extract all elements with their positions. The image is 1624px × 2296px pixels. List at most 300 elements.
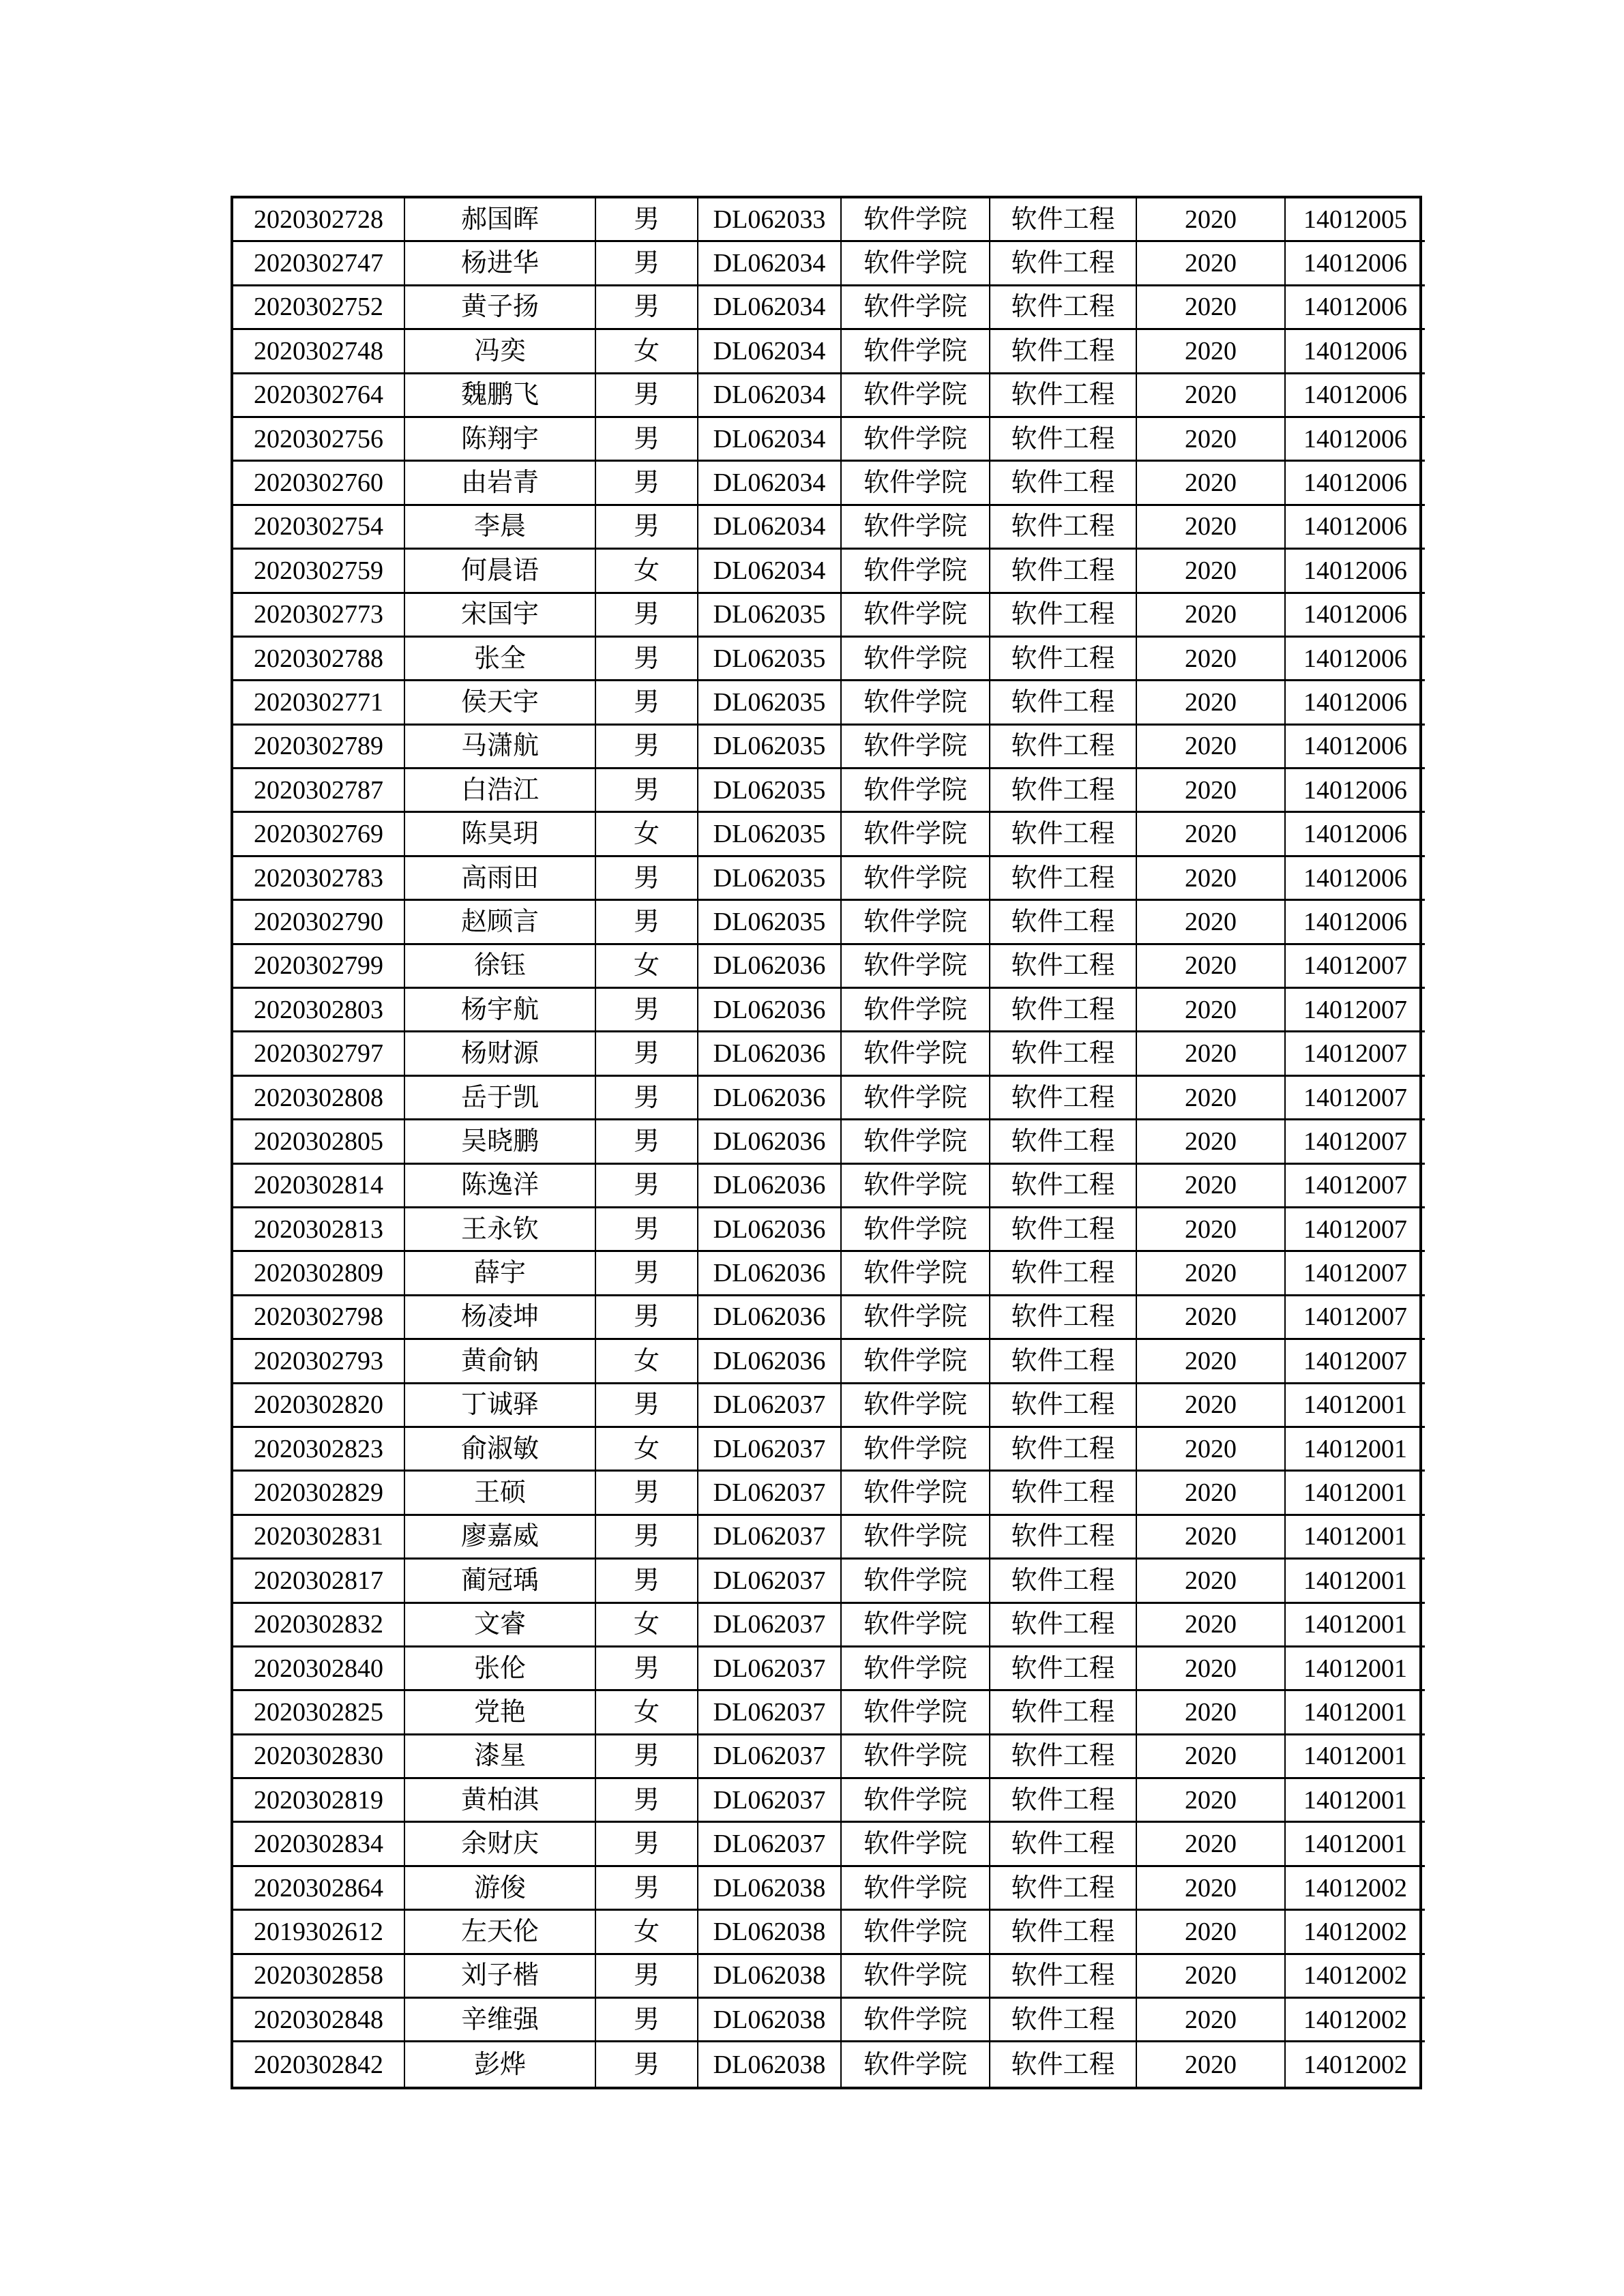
cell-major: 软件工程	[990, 1604, 1137, 1648]
cell-gender: 男	[596, 1296, 698, 1340]
cell-name: 高雨田	[405, 857, 596, 901]
cell-class-number: 14012006	[1286, 813, 1425, 856]
cell-year: 2020	[1137, 945, 1286, 989]
cell-year: 2020	[1137, 1384, 1286, 1428]
cell-year: 2020	[1137, 1428, 1286, 1472]
cell-year: 2020	[1137, 1823, 1286, 1866]
cell-gender: 男	[596, 726, 698, 769]
cell-college: 软件学院	[842, 506, 990, 550]
cell-class-code: DL062037	[698, 1384, 842, 1428]
cell-name: 陈翔宇	[405, 418, 596, 462]
cell-gender: 女	[596, 1340, 698, 1384]
cell-year: 2020	[1137, 901, 1286, 944]
cell-year: 2020	[1137, 198, 1286, 242]
cell-student-id: 2020302798	[233, 1296, 405, 1340]
cell-college: 软件学院	[842, 1428, 990, 1472]
cell-student-id: 2020302808	[233, 1077, 405, 1120]
cell-class-code: DL062037	[698, 1604, 842, 1648]
cell-college: 软件学院	[842, 1648, 990, 1691]
student-roster-table	[231, 196, 1422, 2089]
cell-class-code: DL062035	[698, 594, 842, 638]
cell-year: 2020	[1137, 1120, 1286, 1164]
cell-student-id: 2020302820	[233, 1384, 405, 1428]
cell-gender: 男	[596, 901, 698, 944]
cell-class-code: DL062038	[698, 2042, 842, 2086]
cell-class-number: 14012007	[1286, 1032, 1425, 1076]
cell-name: 白浩江	[405, 769, 596, 813]
cell-student-id: 2020302840	[233, 1648, 405, 1691]
cell-gender: 男	[596, 1779, 698, 1823]
cell-gender: 男	[596, 2042, 698, 2086]
cell-college: 软件学院	[842, 198, 990, 242]
cell-major: 软件工程	[990, 769, 1137, 813]
cell-name: 黄柏淇	[405, 1779, 596, 1823]
cell-student-id: 2019302612	[233, 1911, 405, 1954]
cell-gender: 女	[596, 945, 698, 989]
cell-class-code: DL062035	[698, 857, 842, 901]
cell-student-id: 2020302825	[233, 1691, 405, 1735]
cell-name: 黄子扬	[405, 286, 596, 330]
cell-major: 软件工程	[990, 1823, 1137, 1866]
cell-year: 2020	[1137, 594, 1286, 638]
cell-gender: 男	[596, 242, 698, 286]
cell-name: 余财庆	[405, 1823, 596, 1866]
cell-college: 软件学院	[842, 1208, 990, 1252]
cell-class-number: 14012001	[1286, 1648, 1425, 1691]
cell-class-number: 14012007	[1286, 945, 1425, 989]
cell-gender: 男	[596, 1955, 698, 1999]
cell-year: 2020	[1137, 330, 1286, 374]
cell-gender: 男	[596, 198, 698, 242]
cell-student-id: 2020302788	[233, 638, 405, 681]
cell-class-code: DL062034	[698, 506, 842, 550]
cell-year: 2020	[1137, 1911, 1286, 1954]
cell-year: 2020	[1137, 769, 1286, 813]
cell-major: 软件工程	[990, 1252, 1137, 1296]
cell-major: 软件工程	[990, 2042, 1137, 2086]
cell-college: 软件学院	[842, 1384, 990, 1428]
cell-major: 软件工程	[990, 1384, 1137, 1428]
cell-class-code: DL062037	[698, 1648, 842, 1691]
cell-year: 2020	[1137, 506, 1286, 550]
cell-class-number: 14012006	[1286, 462, 1425, 505]
cell-major: 软件工程	[990, 1516, 1137, 1560]
cell-year: 2020	[1137, 857, 1286, 901]
cell-class-code: DL062035	[698, 638, 842, 681]
cell-year: 2020	[1137, 1735, 1286, 1779]
cell-class-number: 14012001	[1286, 1823, 1425, 1866]
cell-student-id: 2020302823	[233, 1428, 405, 1472]
cell-gender: 男	[596, 1560, 698, 1603]
cell-class-number: 14012006	[1286, 857, 1425, 901]
cell-gender: 男	[596, 769, 698, 813]
cell-student-id: 2020302769	[233, 813, 405, 856]
cell-student-id: 2020302858	[233, 1955, 405, 1999]
cell-major: 软件工程	[990, 374, 1137, 418]
cell-name: 黄俞钠	[405, 1340, 596, 1384]
cell-student-id: 2020302805	[233, 1120, 405, 1164]
cell-gender: 男	[596, 1516, 698, 1560]
cell-class-number: 14012007	[1286, 1208, 1425, 1252]
cell-student-id: 2020302789	[233, 726, 405, 769]
cell-year: 2020	[1137, 2042, 1286, 2086]
cell-name: 文睿	[405, 1604, 596, 1648]
cell-college: 软件学院	[842, 1779, 990, 1823]
cell-class-code: DL062036	[698, 1165, 842, 1208]
cell-name: 杨凌坤	[405, 1296, 596, 1340]
cell-name: 王永钦	[405, 1208, 596, 1252]
cell-gender: 男	[596, 681, 698, 725]
cell-gender: 女	[596, 1911, 698, 1954]
cell-gender: 男	[596, 989, 698, 1032]
cell-student-id: 2020302756	[233, 418, 405, 462]
cell-class-number: 14012007	[1286, 1340, 1425, 1384]
cell-class-code: DL062035	[698, 901, 842, 944]
cell-student-id: 2020302803	[233, 989, 405, 1032]
cell-college: 软件学院	[842, 1120, 990, 1164]
cell-name: 吴晓鹏	[405, 1120, 596, 1164]
cell-class-code: DL062036	[698, 1077, 842, 1120]
cell-gender: 女	[596, 1691, 698, 1735]
cell-class-code: DL062036	[698, 1120, 842, 1164]
cell-year: 2020	[1137, 1165, 1286, 1208]
cell-major: 软件工程	[990, 1296, 1137, 1340]
cell-major: 软件工程	[990, 1867, 1137, 1911]
cell-name: 彭烨	[405, 2042, 596, 2086]
cell-student-id: 2020302790	[233, 901, 405, 944]
cell-year: 2020	[1137, 1077, 1286, 1120]
cell-gender: 男	[596, 286, 698, 330]
cell-name: 张全	[405, 638, 596, 681]
cell-class-number: 14012001	[1286, 1384, 1425, 1428]
cell-class-number: 14012001	[1286, 1735, 1425, 1779]
cell-gender: 男	[596, 418, 698, 462]
cell-student-id: 2020302771	[233, 681, 405, 725]
cell-year: 2020	[1137, 1516, 1286, 1560]
cell-college: 软件学院	[842, 1472, 990, 1515]
cell-class-number: 14012006	[1286, 374, 1425, 418]
cell-gender: 女	[596, 813, 698, 856]
cell-gender: 男	[596, 1252, 698, 1296]
cell-class-code: DL062036	[698, 989, 842, 1032]
cell-major: 软件工程	[990, 901, 1137, 944]
cell-class-code: DL062037	[698, 1516, 842, 1560]
cell-year: 2020	[1137, 1999, 1286, 2042]
cell-name: 杨宇航	[405, 989, 596, 1032]
cell-name: 何晨语	[405, 550, 596, 593]
cell-student-id: 2020302848	[233, 1999, 405, 2042]
cell-name: 张伦	[405, 1648, 596, 1691]
cell-class-number: 14012006	[1286, 242, 1425, 286]
cell-major: 软件工程	[990, 1208, 1137, 1252]
cell-college: 软件学院	[842, 813, 990, 856]
cell-college: 软件学院	[842, 1252, 990, 1296]
cell-year: 2020	[1137, 989, 1286, 1032]
cell-name: 廖嘉威	[405, 1516, 596, 1560]
cell-major: 软件工程	[990, 1077, 1137, 1120]
cell-student-id: 2020302793	[233, 1340, 405, 1384]
cell-class-code: DL062036	[698, 1252, 842, 1296]
cell-name: 丁诚驿	[405, 1384, 596, 1428]
cell-name: 马潇航	[405, 726, 596, 769]
cell-year: 2020	[1137, 462, 1286, 505]
cell-year: 2020	[1137, 1648, 1286, 1691]
cell-gender: 男	[596, 1208, 698, 1252]
cell-college: 软件学院	[842, 901, 990, 944]
cell-student-id: 2020302747	[233, 242, 405, 286]
cell-major: 软件工程	[990, 330, 1137, 374]
cell-name: 俞淑敏	[405, 1428, 596, 1472]
cell-college: 软件学院	[842, 726, 990, 769]
cell-year: 2020	[1137, 681, 1286, 725]
cell-class-number: 14012007	[1286, 1252, 1425, 1296]
cell-class-number: 14012001	[1286, 1604, 1425, 1648]
cell-major: 软件工程	[990, 1779, 1137, 1823]
cell-year: 2020	[1137, 813, 1286, 856]
cell-college: 软件学院	[842, 1340, 990, 1384]
cell-gender: 女	[596, 1428, 698, 1472]
cell-name: 赵顾言	[405, 901, 596, 944]
cell-class-number: 14012006	[1286, 901, 1425, 944]
cell-year: 2020	[1137, 1296, 1286, 1340]
cell-name: 漆星	[405, 1735, 596, 1779]
cell-college: 软件学院	[842, 1691, 990, 1735]
cell-major: 软件工程	[990, 1165, 1137, 1208]
cell-major: 软件工程	[990, 1428, 1137, 1472]
cell-class-code: DL062035	[698, 726, 842, 769]
cell-class-number: 14012001	[1286, 1428, 1425, 1472]
cell-class-code: DL062034	[698, 330, 842, 374]
cell-name: 薛宇	[405, 1252, 596, 1296]
cell-major: 软件工程	[990, 1999, 1137, 2042]
cell-class-code: DL062033	[698, 198, 842, 242]
cell-class-code: DL062034	[698, 462, 842, 505]
cell-year: 2020	[1137, 1779, 1286, 1823]
cell-class-number: 14012005	[1286, 198, 1425, 242]
cell-student-id: 2020302759	[233, 550, 405, 593]
cell-student-id: 2020302783	[233, 857, 405, 901]
cell-class-code: DL062034	[698, 286, 842, 330]
cell-gender: 男	[596, 1823, 698, 1866]
cell-class-number: 14012002	[1303, 2050, 1407, 2079]
cell-year: 2020	[1137, 550, 1286, 593]
cell-class-number: 14012001	[1286, 1779, 1425, 1823]
cell-gender: 男	[596, 1032, 698, 1076]
cell-major: 软件工程	[990, 726, 1137, 769]
cell-college: 软件学院	[842, 286, 990, 330]
cell-year: 2020	[1137, 1955, 1286, 1999]
cell-name: 王硕	[405, 1472, 596, 1515]
cell-class-code: DL062037	[698, 1823, 842, 1866]
cell-name: 冯奕	[405, 330, 596, 374]
cell-class-number: 14012007	[1286, 989, 1425, 1032]
cell-major: 软件工程	[990, 1691, 1137, 1735]
cell-college: 软件学院	[842, 1911, 990, 1954]
cell-student-id: 2020302832	[233, 1604, 405, 1648]
cell-name: 刘子楷	[405, 1955, 596, 1999]
cell-name: 杨财源	[405, 1032, 596, 1076]
cell-name: 陈逸洋	[405, 1165, 596, 1208]
cell-name: 左天伦	[405, 1911, 596, 1954]
cell-student-id: 2020302752	[233, 286, 405, 330]
cell-class-number: 14012002	[1286, 1955, 1425, 1999]
cell-college: 软件学院	[842, 1604, 990, 1648]
cell-college: 软件学院	[842, 1735, 990, 1779]
cell-college: 软件学院	[842, 1955, 990, 1999]
cell-college: 软件学院	[842, 1077, 990, 1120]
cell-student-id: 2020302797	[233, 1032, 405, 1076]
cell-student-id: 2020302809	[233, 1252, 405, 1296]
cell-gender: 男	[596, 1999, 698, 2042]
cell-college: 软件学院	[842, 1516, 990, 1560]
cell-college: 软件学院	[842, 989, 990, 1032]
cell-class-number: 14012001	[1286, 1691, 1425, 1735]
cell-name: 辛维强	[405, 1999, 596, 2042]
cell-college: 软件学院	[842, 374, 990, 418]
cell-class-code: DL062037	[698, 1560, 842, 1603]
cell-major: 软件工程	[990, 1911, 1137, 1954]
cell-student-id: 2020302813	[233, 1208, 405, 1252]
cell-class-number: 14012006	[1286, 286, 1425, 330]
cell-student-id: 2020302830	[233, 1735, 405, 1779]
cell-student-id: 2020302764	[233, 374, 405, 418]
cell-student-id: 2020302748	[233, 330, 405, 374]
cell-major: 软件工程	[990, 1472, 1137, 1515]
cell-college: 软件学院	[842, 945, 990, 989]
cell-college: 软件学院	[842, 242, 990, 286]
cell-year: 2020	[1137, 242, 1286, 286]
cell-student-id: 2020302831	[233, 1516, 405, 1560]
cell-major: 软件工程	[990, 945, 1137, 989]
cell-college: 软件学院	[842, 418, 990, 462]
cell-year: 2020	[1137, 1691, 1286, 1735]
cell-class-code: DL062038	[698, 1867, 842, 1911]
cell-name: 岳于凯	[405, 1077, 596, 1120]
cell-class-code: DL062035	[698, 769, 842, 813]
cell-major: 软件工程	[990, 418, 1137, 462]
cell-class-number: 14012006	[1286, 769, 1425, 813]
cell-year: 2020	[1137, 418, 1286, 462]
cell-gender: 男	[596, 638, 698, 681]
cell-year: 2020	[1137, 286, 1286, 330]
cell-name: 侯天宇	[405, 681, 596, 725]
cell-class-code: DL062038	[698, 1911, 842, 1954]
cell-college: 软件学院	[842, 1867, 990, 1911]
cell-name: 杨进华	[405, 242, 596, 286]
cell-gender: 女	[596, 1604, 698, 1648]
cell-student-id: 2020302754	[233, 506, 405, 550]
cell-major: 软件工程	[990, 198, 1137, 242]
cell-class-code: DL062038	[698, 1999, 842, 2042]
cell-class-code: DL062035	[698, 681, 842, 725]
cell-class-code: DL062034	[698, 550, 842, 593]
cell-gender: 男	[596, 1384, 698, 1428]
cell-year: 2020	[1137, 1604, 1286, 1648]
cell-name: 李晨	[405, 506, 596, 550]
cell-major: 软件工程	[990, 989, 1137, 1032]
cell-year: 2020	[1137, 1867, 1286, 1911]
cell-year: 2020	[1137, 1252, 1286, 1296]
cell-college: 软件学院	[842, 462, 990, 505]
cell-college: 软件学院	[842, 1296, 990, 1340]
cell-class-number: 14012006	[1286, 330, 1425, 374]
cell-class-number: 14012007	[1286, 1120, 1425, 1164]
cell-class-code: DL062036	[698, 1296, 842, 1340]
cell-college: 软件学院	[842, 1165, 990, 1208]
cell-gender: 男	[596, 1077, 698, 1120]
cell-class-code: DL062034	[698, 242, 842, 286]
cell-year: 2020	[1137, 1560, 1286, 1603]
cell-gender: 男	[596, 506, 698, 550]
cell-gender: 女	[596, 550, 698, 593]
cell-gender: 男	[596, 857, 698, 901]
cell-major: 软件工程	[990, 1120, 1137, 1164]
cell-class-number: 14012007	[1286, 1077, 1425, 1120]
cell-college: 软件学院	[842, 550, 990, 593]
cell-class-number: 14012001	[1286, 1472, 1425, 1515]
cell-gender: 男	[596, 1867, 698, 1911]
cell-class-number: 14012006	[1286, 681, 1425, 725]
cell-major: 软件工程	[990, 1560, 1137, 1603]
cell-name: 徐钰	[405, 945, 596, 989]
cell-year: 2020	[1137, 1340, 1286, 1384]
cell-name: 宋国宇	[405, 594, 596, 638]
cell-gender: 男	[596, 1735, 698, 1779]
cell-class-code: DL062036	[698, 1032, 842, 1076]
cell-year: 2020	[1137, 1472, 1286, 1515]
cell-gender: 男	[596, 462, 698, 505]
cell-student-id: 2020302799	[233, 945, 405, 989]
cell-major: 软件工程	[990, 1032, 1137, 1076]
cell-major: 软件工程	[990, 813, 1137, 856]
cell-class-code: DL062034	[698, 374, 842, 418]
cell-college: 软件学院	[842, 330, 990, 374]
cell-class-code: DL062035	[698, 813, 842, 856]
cell-gender: 男	[596, 1120, 698, 1164]
cell-major: 软件工程	[990, 1648, 1137, 1691]
cell-class-code: DL062034	[698, 418, 842, 462]
cell-student-id: 2020302864	[233, 1867, 405, 1911]
cell-gender: 男	[596, 1472, 698, 1515]
cell-gender: 男	[596, 1648, 698, 1691]
cell-year: 2020	[1137, 638, 1286, 681]
cell-class-code: DL062037	[698, 1691, 842, 1735]
cell-class-code: DL062036	[698, 945, 842, 989]
cell-class-code: DL062037	[698, 1472, 842, 1515]
cell-class-code: DL062036	[698, 1208, 842, 1252]
cell-class-code: DL062038	[698, 1955, 842, 1999]
cell-major: 软件工程	[990, 1955, 1137, 1999]
cell-student-id: 2020302842	[233, 2042, 405, 2086]
cell-name: 党艳	[405, 1691, 596, 1735]
cell-year: 2020	[1137, 374, 1286, 418]
cell-gender: 男	[596, 1165, 698, 1208]
cell-college: 软件学院	[842, 681, 990, 725]
cell-class-number: 14012006	[1286, 506, 1425, 550]
cell-college: 软件学院	[842, 769, 990, 813]
cell-student-id: 2020302773	[233, 594, 405, 638]
cell-class-number: 14012007	[1286, 1165, 1425, 1208]
cell-class-number: 14012006	[1286, 726, 1425, 769]
cell-major: 软件工程	[990, 1340, 1137, 1384]
cell-class-number: 14012002	[1286, 1911, 1425, 1954]
cell-year: 2020	[1137, 1208, 1286, 1252]
cell-name: 游俊	[405, 1867, 596, 1911]
cell-name: 蔺冠瑀	[405, 1560, 596, 1603]
cell-name: 郝国晖	[405, 198, 596, 242]
cell-class-code: DL062037	[698, 1428, 842, 1472]
cell-student-id: 2020302834	[233, 1823, 405, 1866]
